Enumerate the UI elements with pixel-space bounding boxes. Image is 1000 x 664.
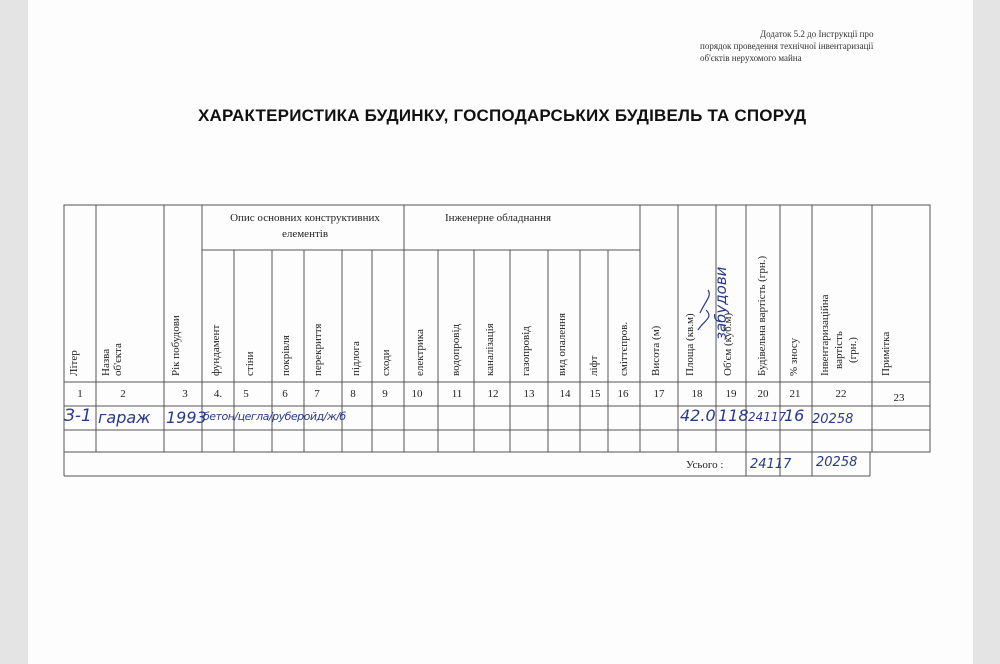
col-num-15: 15 bbox=[589, 388, 601, 400]
col-num-14: 14 bbox=[559, 388, 571, 400]
col-height: Висота (м) bbox=[650, 325, 662, 376]
hand-wear: 16 bbox=[784, 406, 805, 425]
col-num-2: 2 bbox=[120, 388, 126, 400]
col-garbage: сміттєпров. bbox=[618, 321, 630, 376]
hand-liter: З-1 bbox=[64, 406, 92, 426]
col-num-11: 11 bbox=[451, 388, 463, 400]
page-title: ХАРАКТЕРИСТИКА БУДИНКУ, ГОСПОДАРСЬКИХ БУДІВЕЛЬ ТА СПОРУД bbox=[198, 106, 807, 125]
col-num-21: 21 bbox=[789, 388, 801, 400]
hand-materials: бетон/цегла/руберойд/ж/б bbox=[203, 410, 346, 423]
col-build-cost: Будівельна вартість (грн.) bbox=[756, 255, 768, 376]
col-num-19: 19 bbox=[725, 388, 737, 400]
col-sewer: каналізація bbox=[484, 323, 496, 376]
col-num-22: 22 bbox=[835, 388, 847, 400]
hand-inv-cost: 20258 bbox=[812, 412, 854, 427]
col-liter: Літер bbox=[68, 350, 80, 376]
col-walls: стіни bbox=[244, 351, 256, 376]
col-roof: покрівля bbox=[280, 335, 292, 376]
hand-area: 42.0 bbox=[680, 406, 716, 425]
col-volume: Об'єм (куб.м) bbox=[722, 312, 734, 376]
col-num-8: 8 bbox=[350, 388, 356, 400]
col-gas: газопровід bbox=[520, 326, 532, 376]
area-handwritten-note: забудови bbox=[712, 266, 730, 340]
group-constructive-header: Опис основних конструктивних елементів bbox=[230, 212, 380, 240]
col-num-13: 13 bbox=[523, 388, 535, 400]
col-heating: вид опалення bbox=[556, 313, 568, 376]
appendix-line-3: об'єктів нерухомого майна bbox=[700, 53, 802, 63]
col-stairs: сходи bbox=[380, 349, 392, 376]
appendix-line-1: Додаток 5.2 до Інструкції про bbox=[760, 29, 874, 39]
col-year: Рік побудови bbox=[170, 315, 182, 376]
col-name: Назва об'єкта bbox=[100, 343, 124, 376]
total-inv-cost: 20258 bbox=[816, 455, 858, 470]
col-num-9: 9 bbox=[382, 388, 388, 400]
col-floor: підлога bbox=[350, 341, 362, 376]
col-wear: % зносу bbox=[788, 337, 800, 376]
col-water: водопровід bbox=[450, 323, 462, 376]
col-num-5: 5 bbox=[243, 388, 249, 400]
col-note: Примітка bbox=[880, 331, 892, 376]
col-inv-cost: Інвентаризаційна вартість (грн.) bbox=[819, 294, 859, 376]
total-build-cost: 24117 bbox=[750, 457, 792, 472]
appendix-line-2: порядок проведення технічної інвентаризації bbox=[700, 41, 874, 51]
col-num-17: 17 bbox=[653, 388, 665, 400]
col-num-16: 16 bbox=[617, 388, 629, 400]
group-engineering-header: Інженерне обладнання bbox=[445, 212, 552, 224]
col-lift: ліфт bbox=[588, 355, 600, 376]
col-num-18: 18 bbox=[691, 388, 703, 400]
col-ceilings: перекриття bbox=[312, 323, 324, 376]
col-num-1: 1 bbox=[77, 388, 83, 400]
hand-volume: 118 bbox=[718, 406, 749, 425]
hand-build-cost: 24117 bbox=[748, 410, 787, 424]
col-num-12: 12 bbox=[487, 388, 499, 400]
hand-name: гараж bbox=[98, 408, 151, 427]
col-num-10: 10 bbox=[411, 388, 423, 400]
col-foundation: фундамент bbox=[210, 324, 222, 376]
col-num-3: 3 bbox=[182, 388, 188, 400]
col-electricity: електрика bbox=[414, 329, 426, 376]
total-label: Усього : bbox=[686, 459, 724, 471]
col-num-7: 7 bbox=[314, 388, 320, 400]
col-num-23: 23 bbox=[893, 392, 905, 404]
col-area: Площа (кв.м) bbox=[684, 313, 696, 376]
col-num-4: 4. bbox=[213, 388, 223, 400]
hand-year: 1993 bbox=[166, 408, 207, 427]
col-num-20: 20 bbox=[757, 388, 769, 400]
col-num-6: 6 bbox=[282, 388, 288, 400]
